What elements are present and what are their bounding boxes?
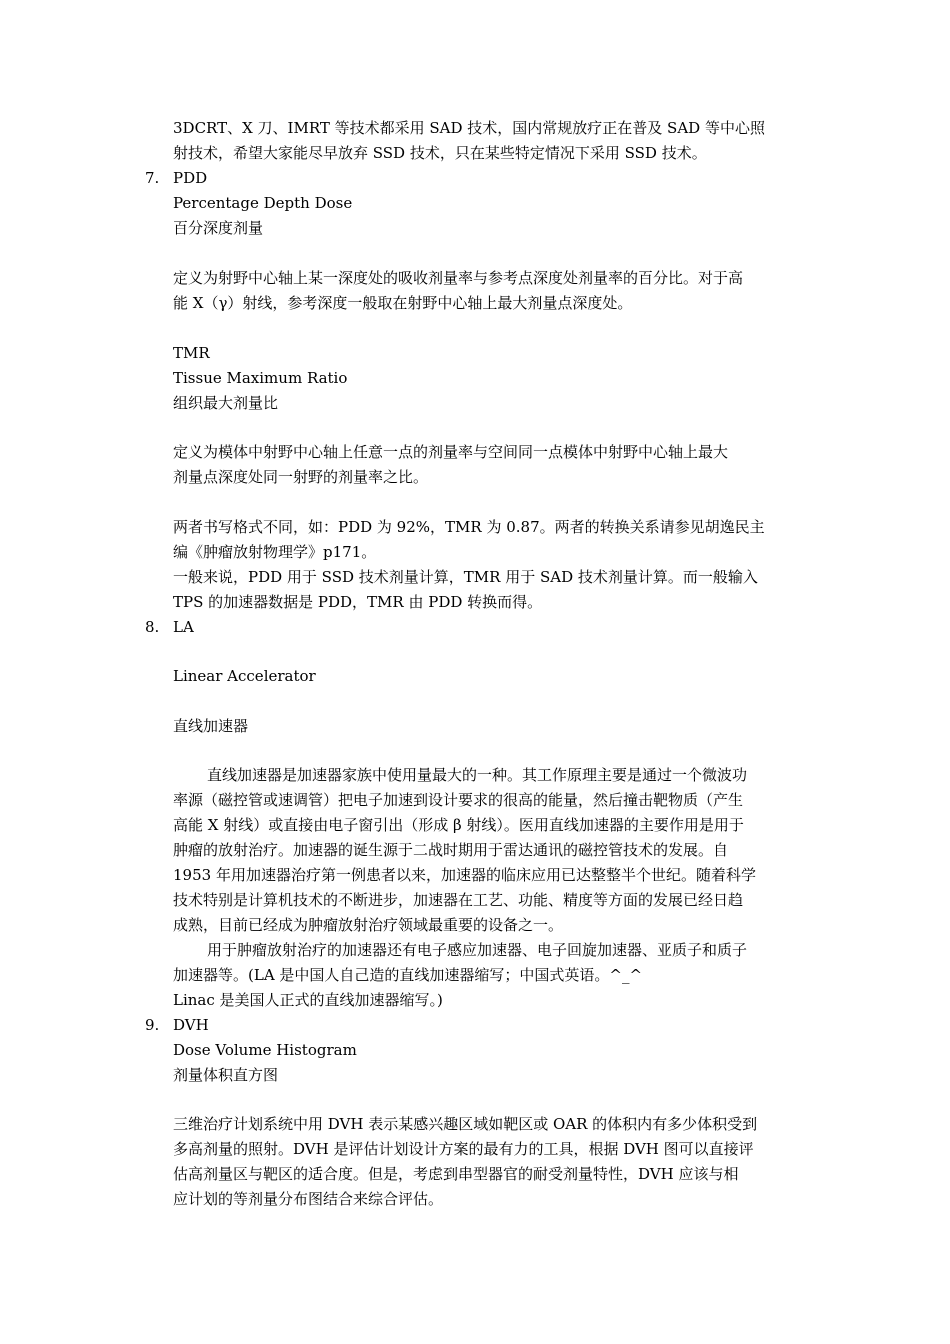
item-7-comparison-line-1: 两者书写格式不同，如：PDD 为 92%，TMR 为 0.87。两者的转换关系请参见胡逸民主 [173, 518, 765, 536]
item-9-description-line-4: 应计划的等剂量分布图结合来综合评估。 [173, 1190, 444, 1208]
item-7-tmr-definition-line-1: 定义为模体中射野中心轴上任意一点的剂量率与空间同一点模体中射野中心轴上最大 [173, 443, 729, 461]
item-8-chinese: 直线加速器 [173, 717, 249, 735]
item-8-description-line-7: 成熟，目前已经成为肿瘤放射治疗领域最重要的设备之一。 [173, 916, 564, 934]
item-8-description-line-5: 1953 年用加速器治疗第一例患者以来，加速器的临床应用已达整整半个世纪。随着科学 [173, 866, 756, 884]
item-7-usage-line-2: TPS 的加速器数据是 PDD，TMR 由 PDD 转换而得。 [173, 593, 543, 611]
item-7-chinese: 百分深度剂量 [173, 219, 264, 237]
item-8-other-line-3: Linac 是美国人正式的直线加速器缩写。) [173, 991, 443, 1009]
item-7-usage-line-1: 一般来说，PDD 用于 SSD 技术剂量计算，TMR 用于 SAD 技术剂量计算。而一般输入 [173, 568, 758, 586]
item-7-number: 7. [145, 169, 160, 187]
item-8-description-line-3: 高能 X 射线）或直接由电子窗引出（形成 β 射线）。医用直线加速器的主要作用是用于 [173, 816, 744, 834]
item-8-description-line-4: 肿瘤的放射治疗。加速器的诞生源于二战时期用于雷达通讯的磁控管技术的发展。自 [173, 841, 729, 859]
item-9-english: Dose Volume Histogram [173, 1041, 357, 1059]
item-7-tmr-term: TMR [173, 344, 210, 362]
item-7-english: Percentage Depth Dose [173, 194, 353, 212]
item-8-other-line-1: 用于肿瘤放射治疗的加速器还有电子感应加速器、电子回旋加速器、亚质子和质子 [207, 941, 748, 959]
item-9-description-line-3: 估高剂量区与靶区的适合度。但是，考虑到串型器官的耐受剂量特性，DVH 应该与相 [173, 1165, 739, 1183]
item-9-description-line-2: 多高剂量的照射。DVH 是评估计划设计方案的最有力的工具，根据 DVH 图可以直接评 [173, 1140, 754, 1158]
item-9-chinese: 剂量体积直方图 [173, 1066, 279, 1084]
item-8-description-line-2: 率源（磁控管或速调管）把电子加速到设计要求的很高的能量，然后撞击靶物质（产生 [173, 791, 744, 809]
item-8-description-line-6: 技术特别是计算机技术的不断进步，加速器在工艺、功能、精度等方面的发展已经日趋 [173, 891, 744, 909]
item-7-comparison-line-2: 编《肿瘤放射物理学》p171。 [173, 543, 377, 561]
item-8-english: Linear Accelerator [173, 667, 316, 685]
intro-line-2: 射技术，希望大家能尽早放弃 SSD 技术，只在某些特定情况下采用 SSD 技术。 [173, 144, 707, 162]
item-9-number: 9. [145, 1016, 160, 1034]
item-7-tmr-chinese: 组织最大剂量比 [173, 394, 279, 412]
item-7-tmr-definition-line-2: 剂量点深度处同一射野的剂量率之比。 [173, 468, 429, 486]
item-8-other-line-2: 加速器等。(LA 是中国人自己造的直线加速器缩写；中国式英语。^_^ [173, 966, 643, 984]
item-8-number: 8. [145, 618, 160, 636]
item-7-tmr-english: Tissue Maximum Ratio [173, 369, 348, 387]
item-7-definition-line-2: 能 X（γ）射线，参考深度一般取在射野中心轴上最大剂量点深度处。 [173, 294, 633, 312]
item-8-term: LA [173, 618, 194, 636]
item-9-term: DVH [173, 1016, 209, 1034]
item-7-definition-line-1: 定义为射野中心轴上某一深度处的吸收剂量率与参考点深度处剂量率的百分比。对于高 [173, 269, 744, 287]
item-7-term: PDD [173, 169, 208, 187]
item-9-description-line-1: 三维治疗计划系统中用 DVH 表示某感兴趣区域如靶区或 OAR 的体积内有多少体积受到 [173, 1115, 758, 1133]
item-8-description-line-1: 直线加速器是加速器家族中使用量最大的一种。其工作原理主要是通过一个微波功 [207, 766, 748, 784]
intro-line-1: 3DCRT、X 刀、IMRT 等技术都采用 SAD 技术，国内常规放疗正在普及 SAD 等中心照 [173, 119, 765, 137]
